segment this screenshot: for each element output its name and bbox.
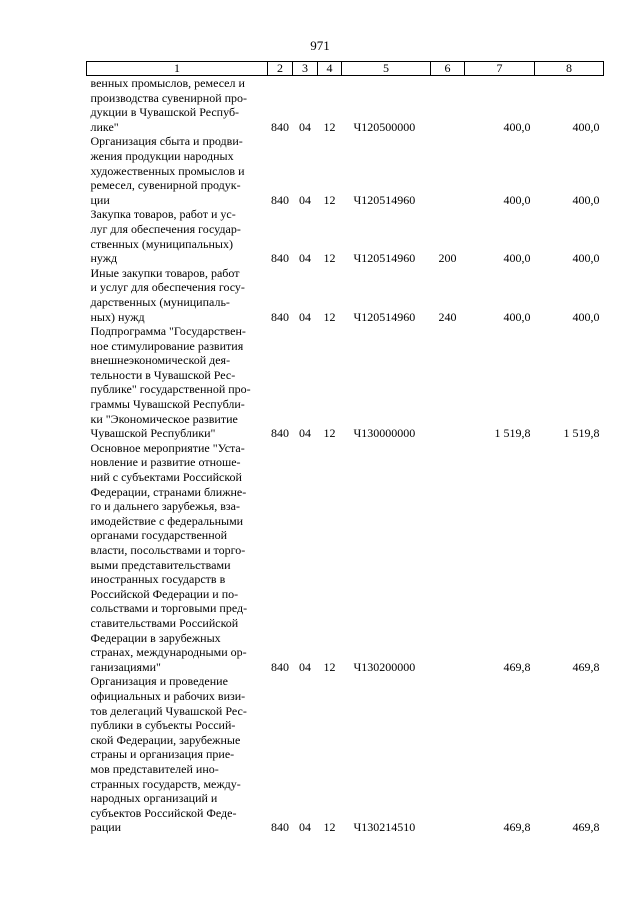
table-row: [87, 441, 604, 675]
row-name: Основное мероприятие "Уста- новление и развитие отноше- ний с субъектами Российской Федерации, странами ближне- го и дальнего зарубежья, вза- имодействие с федеральными органами государственной власти, посольствами и торго- выми представительствами иностранных государств в Российской Федерации и по- сольствами и торговыми пред- ставительствами Российской Федерации в зарубежных странах, международными ор- ганизациями": [90, 440, 248, 674]
column-header-4: 4: [318, 62, 342, 76]
page-number: 971: [310, 38, 330, 53]
column-header-8: 8: [535, 62, 604, 76]
row-code-ministry: 840: [271, 251, 289, 266]
row-expense-type: [431, 324, 465, 441]
column-header-3: 3: [293, 62, 318, 76]
row-amount-2: 400,0: [572, 251, 600, 266]
row-amount-2: 400,0: [572, 309, 600, 324]
row-code-section: 04: [299, 426, 311, 441]
row-name: Иные закупки товаров, работ и услуг для обеспечения госу- дарственных (муниципаль- ных) нужд: [90, 265, 245, 324]
row-code-subsection: 12: [323, 192, 336, 207]
row-code-subsection: 12: [323, 426, 336, 441]
row-name: Закупка товаров, работ и ус- луг для обеспечения государ- ственных (муниципальных) нужд: [90, 207, 241, 266]
row-expense-type: 200: [438, 251, 457, 266]
row-amount-1: 469,8: [503, 820, 531, 835]
row-expense-type: [431, 134, 465, 207]
row-target-article: Ч120514960: [353, 251, 416, 266]
row-amount-2: 400,0: [572, 119, 600, 134]
row-target-article: Ч130200000: [353, 659, 416, 674]
table-row: [87, 324, 604, 441]
row-code-subsection: 12: [323, 251, 336, 266]
row-name: Организация сбыта и продви- жения продукции народных художественных промыслов и ремесел, сувенирной продук- ции: [90, 134, 245, 207]
row-code-ministry: 840: [271, 309, 289, 324]
row-amount-1: 400,0: [503, 251, 531, 266]
row-amount-1: 469,8: [503, 659, 531, 674]
row-code-section: 04: [299, 251, 311, 266]
row-amount-2: 469,8: [572, 820, 600, 835]
row-expense-type: [431, 76, 465, 135]
row-expense-type: [431, 441, 465, 675]
row-amount-2: 1 519,8: [563, 426, 600, 441]
row-code-ministry: 840: [271, 192, 289, 207]
budget-table: [86, 61, 604, 835]
row-target-article: Ч120514960: [353, 309, 416, 324]
table-row: [87, 674, 604, 835]
row-code-subsection: 12: [323, 659, 336, 674]
row-name: Организация и проведение официальных и рабочих визи- тов делегаций Чувашской Рес- публики в субъекты Россий- ской Федерации, зарубежные страны и организация прие- мов представителей ино- странных государств, между- народных организаций и субъектов Российской Феде- рации: [90, 674, 247, 835]
row-code-subsection: 12: [323, 309, 336, 324]
row-expense-type: 240: [438, 309, 457, 324]
column-header-6: 6: [431, 62, 465, 76]
row-amount-2: 400,0: [572, 192, 600, 207]
row-code-ministry: 840: [271, 659, 289, 674]
table-row: [87, 266, 604, 324]
row-code-ministry: 840: [271, 820, 289, 835]
table-row: [87, 134, 604, 207]
column-header-7: 7: [465, 62, 535, 76]
row-code-section: 04: [299, 119, 311, 134]
row-code-ministry: 840: [271, 119, 289, 134]
column-header-2: 2: [268, 62, 293, 76]
row-amount-1: 400,0: [503, 309, 531, 324]
row-amount-1: 400,0: [503, 119, 531, 134]
row-name: Подпрограмма "Государствен- ное стимулирование развития внешнеэкономической дея- тельности в Чувашской Рес- публике" государственной про- граммы Чувашской Республи- ки "Экономическое развитие Чувашской Республики": [90, 324, 251, 441]
row-target-article: Ч120500000: [353, 119, 416, 134]
row-code-ministry: 840: [271, 426, 289, 441]
table-row: [87, 207, 604, 265]
column-header-1: 1: [87, 62, 268, 76]
column-header-5: 5: [342, 62, 431, 76]
row-amount-1: 400,0: [503, 192, 531, 207]
row-target-article: Ч130214510: [353, 820, 416, 835]
row-amount-2: 469,8: [572, 659, 600, 674]
row-code-subsection: 12: [323, 119, 336, 134]
row-expense-type: [431, 674, 465, 835]
row-amount-1: 1 519,8: [494, 426, 531, 441]
row-name: венных промыслов, ремесел и производства сувенирной про- дукции в Чувашской Респуб- лике": [90, 76, 248, 134]
row-code-section: 04: [299, 309, 311, 324]
table-row: [87, 76, 604, 135]
row-code-section: 04: [299, 192, 311, 207]
row-code-subsection: 12: [323, 820, 336, 835]
row-code-section: 04: [299, 659, 311, 674]
row-target-article: Ч120514960: [353, 192, 416, 207]
row-code-section: 04: [299, 820, 311, 835]
row-target-article: Ч130000000: [353, 426, 416, 441]
header-row: [87, 62, 604, 76]
